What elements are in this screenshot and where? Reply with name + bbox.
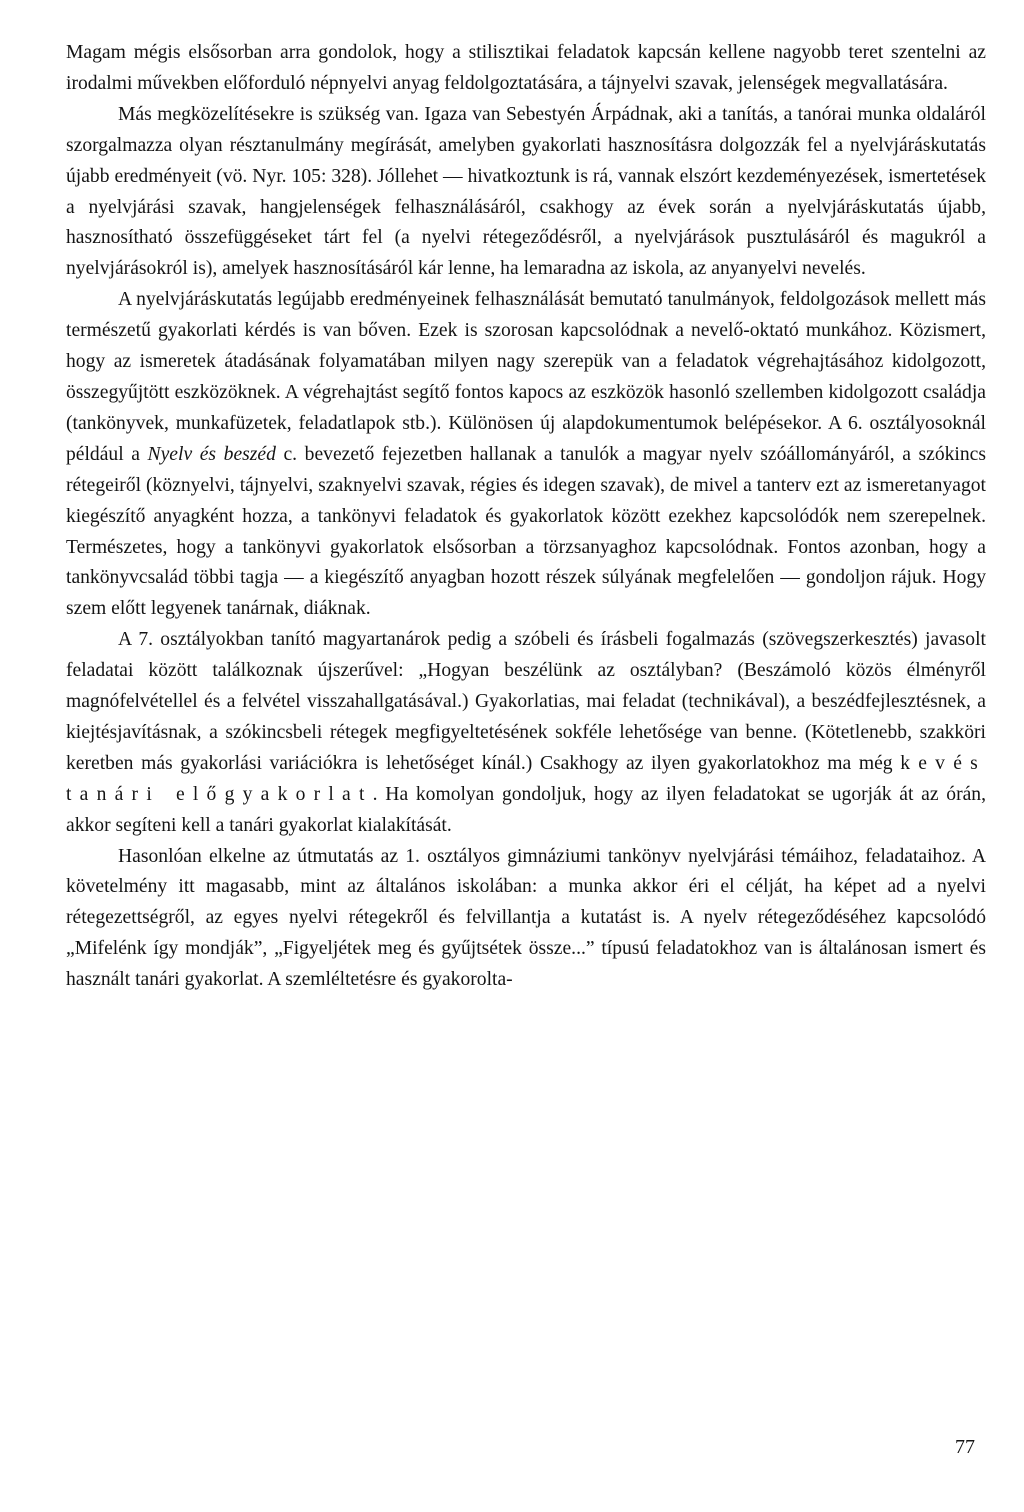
paragraph-3 <box>66 285 986 625</box>
paragraph-4-text-b: . Ha komolyan gondoljuk, hogy az ilyen feladatokat se ugorják át az órán, akkor segíteni kell a tanári gyakorlat kialakítását. <box>66 783 986 836</box>
paragraph-3-title-italic: Nyelv és beszéd <box>147 443 276 465</box>
paragraph-3-text-b: c. bevezető fejezetben hallanak a tanulók a magyar nyelv szóállományáról, a szókincs rétegeiről (köznyelvi, tájnyelvi, szaknyelvi szavak, régies és idegen szavak), de mivel a tanterv ezt az ismeretanyagot kiegészítő anyagként hozza, a tankönyvi feladatok és gyakorlatok között ezekhez kapcsolódók nem szerepelnek. Természetes, hogy a tankönyvi gyakorlatok elsősorban a törzsanyaghoz kapcsolódnak. Fontos azonban, hogy a tankönyvcsalád többi tagja — a kiegészítő anyagban hozott részek súlyának megfelelően — gondoljon rájuk. Hogy szem előtt legyenek tanárnak, diáknak. <box>66 443 986 620</box>
paragraph-4-spaced-emphasis: kevés tanári előgyakorlat <box>66 752 986 805</box>
paragraph-2: Más megközelítésekre is szükség van. Igaza van Sebestyén Árpádnak, aki a tanítás, a tanórai munka oldaláról szorgalmazza olyan résztanulmány megírását, amelyben gyakorlati hasznosításra dolgozzák fel a nyelvjáráskutatás újabb eredményeit (vö. Nyr. 105: 328). Jóllehet — hivatkoztunk is rá, vannak elszórt kezdeményezések, ismertetések a nyelvjárási szavak, hangjelenségek felhasználásáról, csakhogy az évek során a nyelvjáráskutatás újabb, hasznosítható összefüggéseket tárt fel (a nyelvi rétegeződésről, a nyelvjárások pusztulásáról és magukról a nyelvjárásokról is), amelyek hasznosításáról kár lenne, ha lemaradna az iskola, az anyanyelvi nevelés. <box>66 103 986 280</box>
page-number: 77 <box>955 1436 975 1458</box>
paragraph-4 <box>66 625 986 841</box>
paragraph-4-text-a: A 7. osztályokban tanító magyartanárok pedig a szóbeli és írásbeli fogalmazás (szövegszerkesztés) javasolt feladatai között találkoznak újszerűvel: „Hogyan beszélünk az osztályban? (Beszámoló közös élményről magnófelvétellel és a felvétel visszahallgatásával.) Gyakorlatias, mai feladat (technikával), a beszédfejlesztésnek, a kiejtésjavításnak, a szókincsbeli rétegek megfigyeltetésének sokféle lehetősége van benne. (Kötetlenebb, szakköri keretben más gyakorlási variációkra is lehetőséget kínál.) Csakhogy az ilyen gyakorlatokhoz ma még <box>66 629 986 774</box>
document-page <box>66 38 986 996</box>
paragraph-1: Magam mégis elsősorban arra gondolok, hogy a stilisztikai feladatok kapcsán kellene nagyobb teret szentelni az irodalmi művekben előforduló népnyelvi anyag feldolgoztatására, a tájnyelvi szavak, jelenségek megvallatására. <box>66 42 986 94</box>
paragraph-3-text-a: A nyelvjáráskutatás legújabb eredményeinek felhasználását bemutató tanulmányok, feldolgozások mellett más természetű gyakorlati kérdés is van bőven. Ezek is szorosan kapcsolódnak a nevelő-oktató munkához. Közismert, hogy az ismeretek átadásának folyamatában milyen nagy szerepük van a feladatok végrehajtásához kidolgozott, összegyűjtött eszközöknek. A végrehajtást segítő fontos kapocs az eszközök hasonló szellemben kidolgozott családja (tankönyvek, munkafüzetek, feladatlapok stb.). Különösen új alapdokumentumok belépésekor. A 6. osztályosoknál például a <box>66 289 986 465</box>
paragraph-5: Hasonlóan elkelne az útmutatás az 1. osztályos gimnáziumi tankönyv nyelvjárási témáihoz, feladataihoz. A követelmény itt magasabb, mint az általános iskolában: a munka akkor éri el célját, ha képet ad a nyelvi rétegezettségről, az egyes nyelvi rétegekről és felvillantja a kutatást is. A nyelv rétegeződéséhez kapcsolódó „Mifelénk így mondják”, „Figyeljétek meg és gyűjtsétek össze...” típusú feladatokhoz van is általánosan ismert és használt tanári gyakorlat. A szemléltetésre és gyakorolta- <box>66 845 986 991</box>
